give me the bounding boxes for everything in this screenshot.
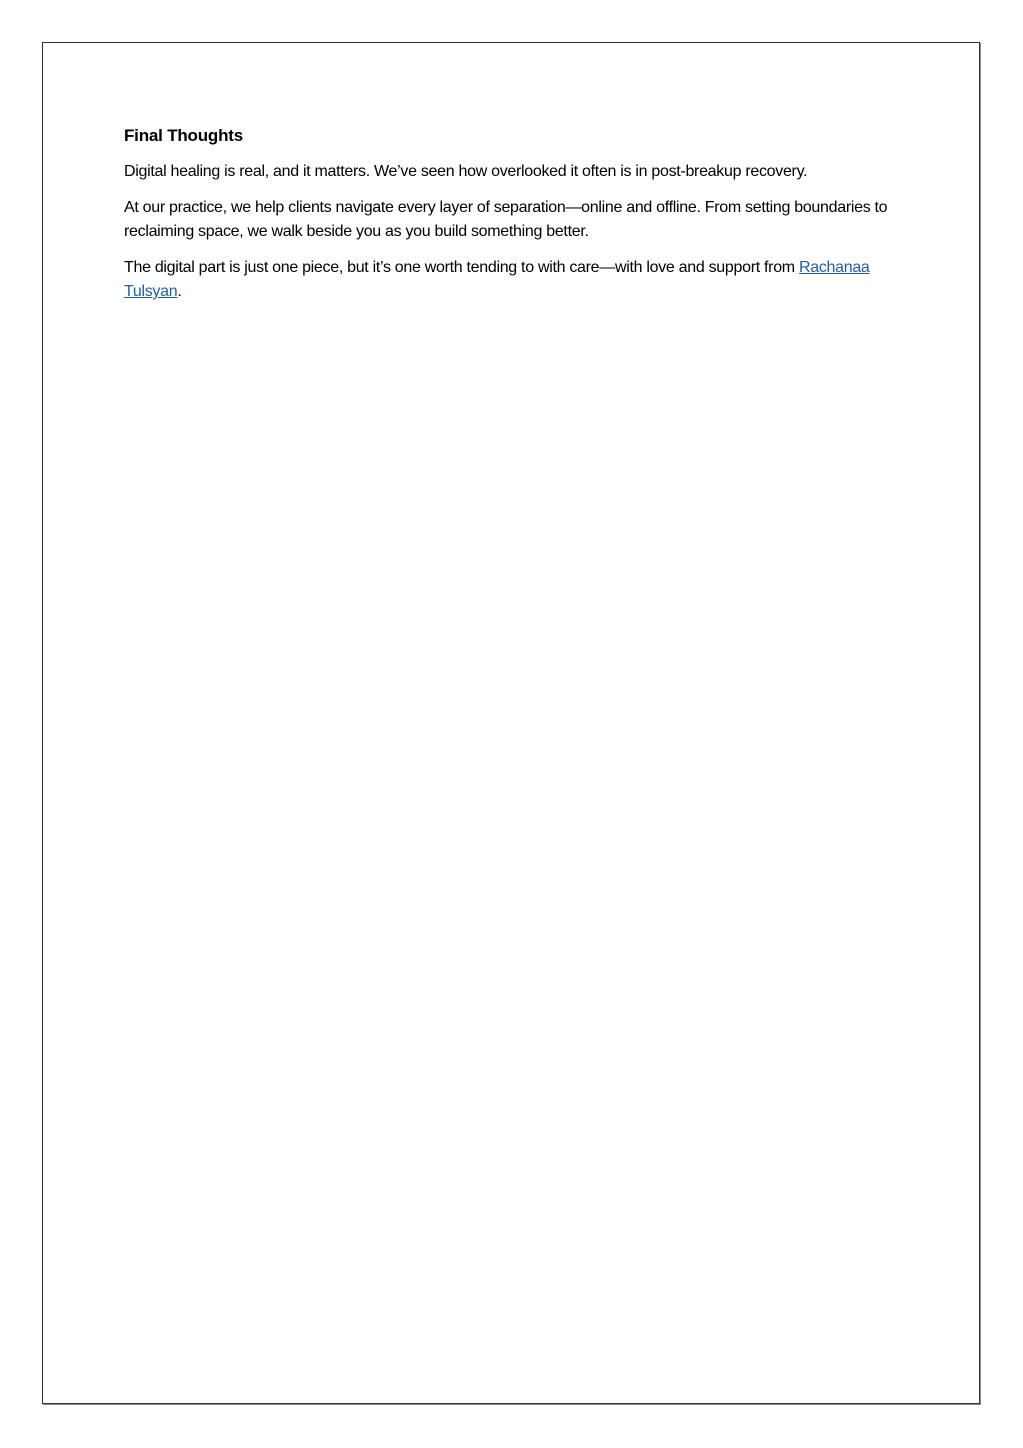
section-heading: Final Thoughts (124, 126, 244, 145)
author-link[interactable]: Rachanaa Tulsyan (124, 259, 870, 300)
paragraph-our-practice: At our practice, we help clients navigate every layer of separation—online and offline. From setting boundaries to reclaiming space, we walk beside you as you build something better. (124, 199, 888, 240)
document-body (124, 124, 904, 316)
paragraph-digital-healing: Digital healing is real, and it matters. We’ve seen how overlooked it often is in post-breakup recovery. (124, 163, 808, 180)
paragraph-closing (124, 256, 904, 304)
closing-period: . (177, 283, 182, 300)
closing-text: The digital part is just one piece, but it’s one worth tending to with care—with love and support from (124, 259, 799, 276)
